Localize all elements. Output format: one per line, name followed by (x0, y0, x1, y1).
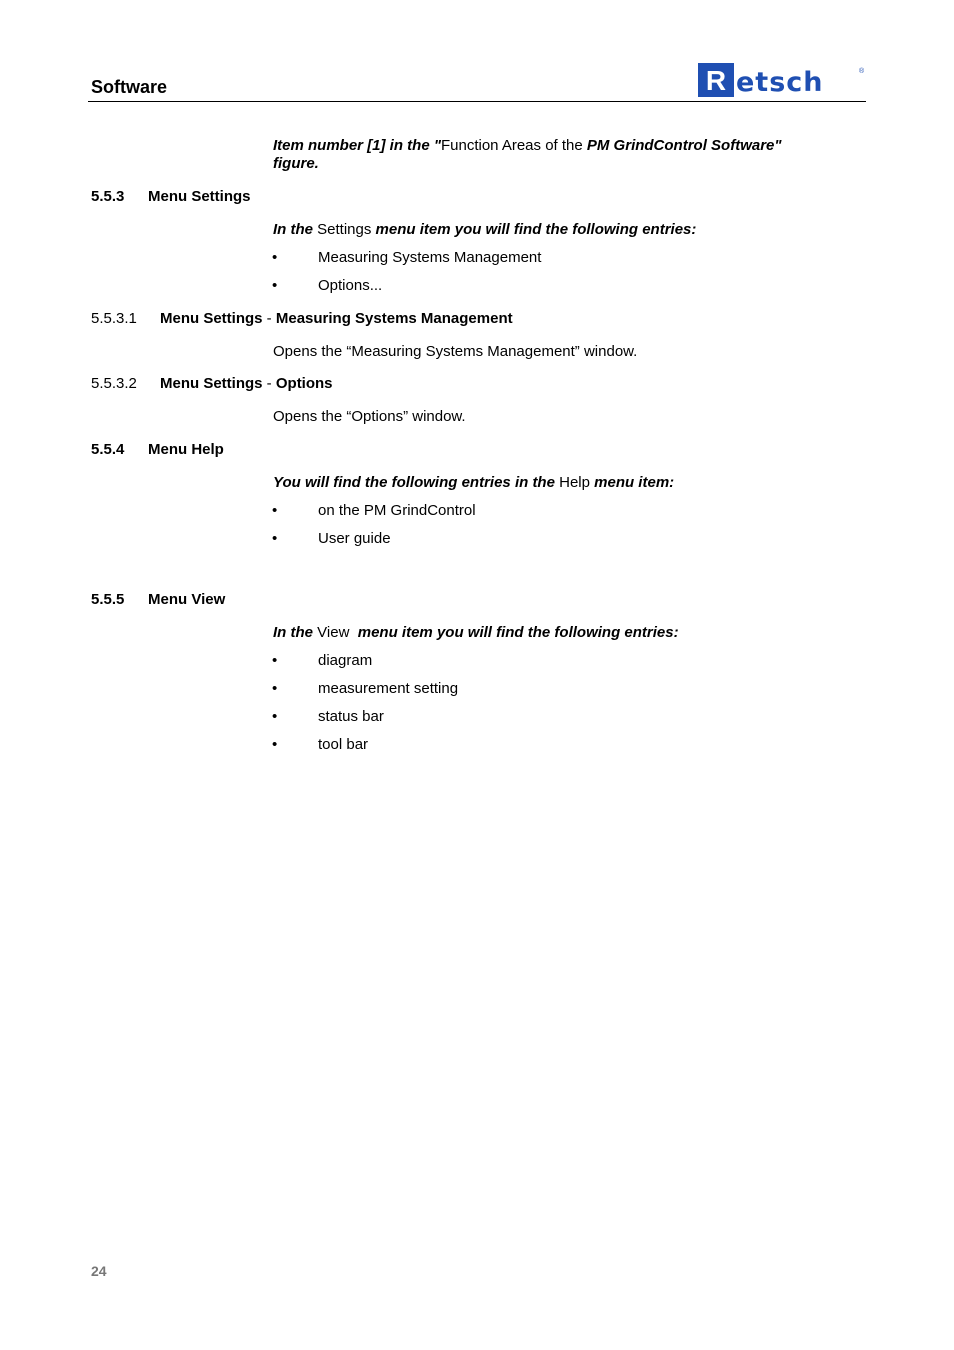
section-5-5-3-1-number: 5.5.3.1 (91, 310, 137, 327)
bullet: • (272, 736, 278, 753)
section-5-5-5-title: Menu View (148, 591, 226, 608)
logo-wordmark: etsch (736, 67, 824, 98)
retsch-logo (697, 61, 867, 99)
intro-text-b: Function Areas of the (440, 137, 587, 154)
intro-text-c: PM GrindControl Software" (586, 137, 782, 154)
list-item: status bar (318, 708, 384, 725)
logo-registered-mark: ® (859, 68, 865, 75)
list-item: measurement setting (318, 680, 459, 697)
bullet: • (272, 530, 278, 547)
list-item: on the PM GrindControl (318, 502, 476, 519)
bullet: • (272, 249, 278, 266)
list-item: User guide (318, 530, 391, 547)
bullet: • (272, 652, 278, 669)
section-5-5-3-2-title: Menu Settings - Options (160, 375, 333, 392)
intro-line-2: figure. (273, 155, 319, 172)
section-5-5-3-lead: In the Settings menu item you will find the following entries: (273, 221, 697, 238)
logo-r-letter: R (705, 65, 727, 96)
bullet: • (272, 680, 278, 697)
list-item: Measuring Systems Management (318, 249, 542, 266)
section-5-5-4-title: Menu Help (148, 441, 224, 458)
section-5-5-5-number: 5.5.5 (91, 591, 125, 608)
list-item: tool bar (318, 736, 369, 753)
intro-text-a: Item number [1] in the " (273, 137, 441, 154)
bullet: • (272, 708, 278, 725)
list-item: diagram (318, 652, 373, 669)
section-5-5-3-title: Menu Settings (148, 188, 251, 205)
bullet: • (272, 277, 278, 294)
section-5-5-3-1-body: Opens the “Measuring Systems Management” window. (273, 343, 638, 360)
header-rule (88, 101, 866, 102)
bullet: • (272, 502, 278, 519)
page-header-title: Software (91, 77, 168, 97)
section-5-5-3-1-title: Menu Settings - Measuring Systems Management (160, 310, 513, 327)
intro-line-1 (273, 137, 782, 155)
list-item: Options... (318, 277, 383, 294)
section-5-5-4-number: 5.5.4 (91, 441, 125, 458)
page-number: 24 (91, 1263, 107, 1279)
section-5-5-3-number: 5.5.3 (91, 188, 125, 205)
section-5-5-3-2-number: 5.5.3.2 (91, 375, 137, 392)
section-5-5-4-lead: You will find the following entries in the Help menu item: (273, 474, 675, 491)
section-5-5-5-lead: In the View menu item you will find the following entries: (273, 624, 679, 641)
section-5-5-3-2-body: Opens the “Options” window. (273, 408, 466, 425)
